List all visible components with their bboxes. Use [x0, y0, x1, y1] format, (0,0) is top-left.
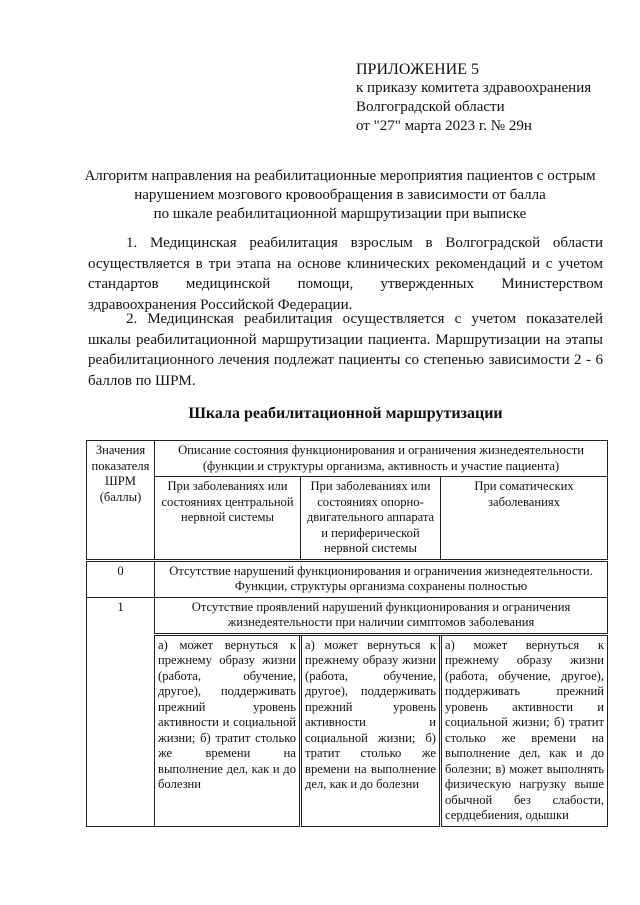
- title-line-1: Алгоритм направления на реабилитационные мероприятия пациентов с острым: [84, 168, 596, 184]
- header-description: Описание состояния функционирования и ограничения жизнедеятельности (функции и структуры организма, активность и участие пациента): [155, 441, 608, 477]
- header-somatic: При соматических заболеваниях: [441, 477, 608, 561]
- table-row-details: [87, 634, 608, 826]
- cell-msk: а) может вернуться к прежнему образу жизни (работа, обучение, другое), поддерживать прежний уровень активности и социальной жизни; б) тратит столько же времени на выполнение дел, как и до болезни: [301, 634, 441, 826]
- row-score: 1: [87, 597, 155, 826]
- table-row: [87, 597, 608, 634]
- row-description: Отсутствие нарушений функционирования и ограничения жизнедеятельности. Функции, структуры организма сохранены полностью: [155, 560, 608, 597]
- table-header-row: [87, 441, 608, 477]
- scale-title: Шкала реабилитационной маршрутизации: [188, 405, 503, 422]
- header-cns: При заболеваниях или состояниях центральной нервной системы: [155, 477, 301, 561]
- title-line-2: нарушением мозгового кровообращения в зависимости от балла: [134, 187, 546, 203]
- document-title: [80, 167, 600, 224]
- cell-cns: а) может вернуться к прежнему образу жизни (работа, обучение, другое), поддерживать прежний уровень активности и социальной жизни; б) тратит столько же времени на выполнение дел, как и до болезни: [155, 634, 301, 826]
- appendix-line-3: от "27" марта 2023 г. № 29н: [356, 118, 532, 134]
- paragraph-1: 1. Медицинская реабилитация взрослым в Волгоградской области осуществляется в три этапа на основе клинических рекомендаций и с учетом стандартов медицинской помощи, утвержденных Министерством здравоохранения Российской Федерации.: [88, 235, 603, 313]
- table-row: [87, 560, 608, 597]
- row-score: 0: [87, 560, 155, 597]
- cell-somatic: а) может вернуться к прежнему образу жизни (работа, обучение, другое), поддерживать прежний уровень активности и социальной жизни; б) тратит столько же времени на выполнение дел, как и до болезни; в) может выполнять физическую нагрузку выше обычной без слабости, сердцебиения, одышки: [441, 634, 608, 826]
- table-subheader-row: [87, 477, 608, 561]
- title-line-3: по шкале реабилитационной маршрутизации при выписке: [153, 206, 527, 222]
- appendix-block: [356, 60, 591, 136]
- header-msk: При заболеваниях или состояниях опорно-двигательного аппарата и периферической нервной системы: [301, 477, 441, 561]
- appendix-line-2: Волгоградской области: [356, 99, 505, 115]
- header-score: Значения показателя ШРМ (баллы): [87, 441, 155, 561]
- appendix-line-1: к приказу комитета здравоохранения: [356, 80, 592, 96]
- paragraph-2: 2. Медицинская реабилитация осуществляется с учетом показателей шкалы реабилитационной маршрутизации пациента. Маршрутизации на этапы реабилитационного лечения подлежат пациенты со степенью зависимости 2 - 6 баллов по ШРМ.: [88, 311, 603, 389]
- appendix-heading: ПРИЛОЖЕНИЕ 5: [356, 61, 480, 78]
- row-description: Отсутствие проявлений нарушений функционирования и ограничения жизнедеятельности при наличии симптомов заболевания: [155, 597, 608, 634]
- scale-table: [86, 440, 608, 827]
